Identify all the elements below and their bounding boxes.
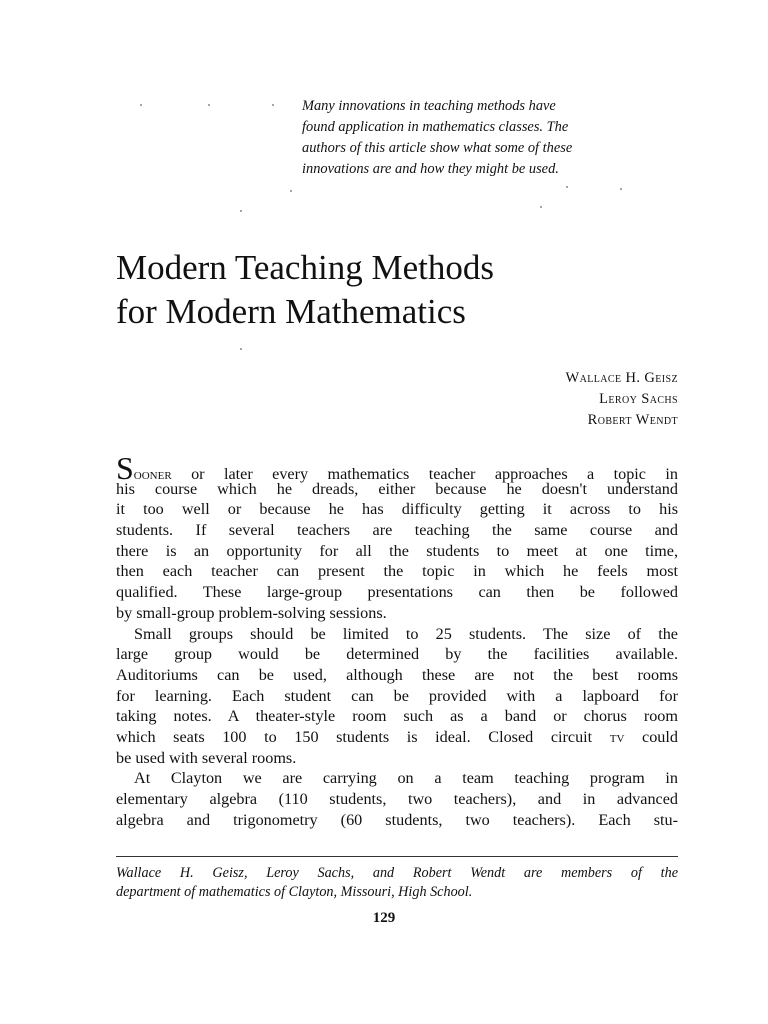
article-title <box>116 246 494 334</box>
abstract-line: found application in mathematics classes. The <box>302 119 569 135</box>
body-line: by small-group problem-solving sessions. <box>116 603 387 622</box>
title-line-1: Modern Teaching Methods <box>116 248 494 287</box>
tv-abbreviation: tv <box>609 727 625 746</box>
title-line-2: for Modern Mathematics <box>116 292 466 331</box>
body-line: algebra and trigonometry (60 students, two teachers). Each stu- <box>116 810 678 829</box>
body-line: students. If several teachers are teaching the same course and <box>116 521 678 540</box>
body-line-text: or later every mathematics teacher approaches a topic in <box>171 465 678 483</box>
body-line: Auditoriums can be used, although these are not the best rooms <box>116 665 678 684</box>
body-line: there is an opportunity for all the students to meet at one time, <box>116 541 678 560</box>
body-line: Small groups should be limited to 25 students. The size of the <box>134 624 678 643</box>
body-line-text: which seats 100 to 150 students is ideal. Closed circuit <box>116 727 593 746</box>
body-line: At Clayton we are carrying on a team teaching program in <box>134 769 678 788</box>
scan-speck <box>620 188 622 190</box>
body-line: large group would be determined by the facilities available. <box>116 645 678 664</box>
scan-speck <box>540 206 542 208</box>
abstract-line: innovations are and how they might be used. <box>302 161 559 177</box>
author-footnote <box>116 864 678 902</box>
body-line <box>116 727 678 748</box>
article-abstract <box>302 96 682 180</box>
drop-cap: S <box>116 450 134 486</box>
body-line-text: could <box>624 727 678 746</box>
scan-speck <box>208 104 210 106</box>
body-line: his course which he dreads, either because he doesn't understand <box>116 479 678 498</box>
scan-speck <box>140 104 142 106</box>
body-line: then each teacher can present the topic in which he feels most <box>116 562 678 581</box>
footnote-line: Wallace H. Geisz, Leroy Sachs, and Robert Wendt are members of the <box>116 865 678 881</box>
author-list <box>566 368 678 431</box>
body-line: taking notes. A theater-style room such as a band or chorus room <box>116 707 678 726</box>
lead-in-smallcaps: ooner <box>133 465 172 483</box>
page-number: 129 <box>372 910 396 926</box>
author-name: Leroy Sachs <box>599 391 678 407</box>
abstract-line: Many innovations in teaching methods have <box>302 98 556 114</box>
body-line: be used with several rooms. <box>116 748 297 767</box>
scan-speck <box>240 210 242 212</box>
article-body <box>116 450 678 830</box>
scan-speck <box>566 186 568 188</box>
author-name: Wallace H. Geisz <box>565 370 678 386</box>
scan-speck <box>290 190 292 192</box>
body-line <box>116 450 678 486</box>
body-line: for learning. Each student can be provided with a lapboard for <box>116 686 678 705</box>
author-name: Robert Wendt <box>587 412 678 428</box>
body-line: it too well or because he has difficulty getting it across to his <box>116 500 678 519</box>
body-line: qualified. These large-group presentations can then be followed <box>116 583 678 602</box>
scan-speck <box>272 104 274 106</box>
body-line: elementary algebra (110 students, two teachers), and in advanced <box>116 790 678 808</box>
footnote-divider <box>116 856 678 857</box>
scan-speck <box>240 348 242 350</box>
abstract-line: authors of this article show what some of these <box>302 140 573 156</box>
footnote-line: department of mathematics of Clayton, Missouri, High School. <box>116 884 473 900</box>
